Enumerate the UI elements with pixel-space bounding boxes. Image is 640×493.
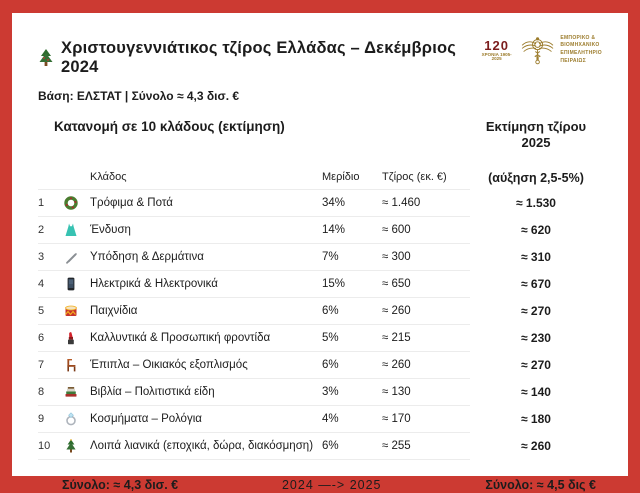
estimate-header-line1: Εκτίμηση τζίρου xyxy=(485,119,587,134)
estimate-header-line2: 2025 xyxy=(521,135,551,151)
logo-120-label: 120 xyxy=(484,37,509,53)
row-rank: 4 xyxy=(38,277,45,290)
row-share: 6% xyxy=(322,358,339,371)
christmas-tree-icon xyxy=(38,49,54,67)
row-estimate-2025: ≈ 260 xyxy=(521,439,551,453)
table-row xyxy=(38,190,602,217)
row-rank: 10 xyxy=(38,439,51,452)
sectors-table xyxy=(38,166,602,460)
row-share: 7% xyxy=(322,250,339,263)
chair-icon xyxy=(64,358,90,372)
row-rank: 5 xyxy=(38,304,45,317)
table-header-row xyxy=(38,166,602,190)
footer xyxy=(44,478,596,492)
col-sector: Κλάδος xyxy=(90,171,127,183)
total-2024: Σύνολο: ≈ 4,3 δισ. € xyxy=(62,477,179,492)
row-share: 6% xyxy=(322,304,339,317)
col-increase-note: (αύξηση 2,5-5%) xyxy=(488,170,584,185)
books-icon xyxy=(64,385,90,399)
row-estimate-2025: ≈ 180 xyxy=(521,412,551,426)
row-turnover: ≈ 1.460 xyxy=(382,196,421,209)
col-turnover: Τζίρος (εκ. €) xyxy=(382,171,447,183)
estimate-2025-header xyxy=(470,119,602,152)
shoe-icon xyxy=(64,250,90,264)
page-title: Χριστουγεννιάτικος τζίρος Ελλάδας – Δεκέμβριος 2024 xyxy=(61,39,457,76)
logo-org-line: ΕΜΠΟΡΙΚΟ & xyxy=(560,34,596,41)
row-turnover: ≈ 300 xyxy=(382,250,411,263)
row-turnover: ≈ 600 xyxy=(382,223,411,236)
row-share: 6% xyxy=(322,439,339,452)
row-sector-label: Λοιπά λιανικά (εποχικά, δώρα, διακόσμηση) xyxy=(90,439,314,452)
table-row xyxy=(38,325,602,352)
slide-card xyxy=(12,13,628,492)
wreath-icon xyxy=(64,196,90,210)
table-body xyxy=(38,190,602,460)
logo-org-line: ΒΙΟΜΗΧΑΝΙΚΟ xyxy=(560,42,600,49)
row-sector-label: Ηλεκτρικά & Ηλεκτρονικά xyxy=(90,277,218,290)
caduceus-emblem-icon xyxy=(519,33,556,67)
total-2025: Σύνολο: ≈ 4,5 δις € xyxy=(485,477,596,492)
row-turnover: ≈ 170 xyxy=(382,412,411,425)
ring-icon xyxy=(64,412,90,426)
row-estimate-2025: ≈ 1.530 xyxy=(516,196,556,210)
row-rank: 8 xyxy=(38,385,45,398)
row-estimate-2025: ≈ 140 xyxy=(521,385,551,399)
year-transition: 2024 —-> 2025 xyxy=(281,477,382,492)
row-sector-label: Έπιπλα – Οικιακός εξοπλισμός xyxy=(90,358,248,371)
phone-icon xyxy=(64,277,90,291)
row-turnover: ≈ 260 xyxy=(382,304,411,317)
table-row xyxy=(38,271,602,298)
row-sector-label: Υπόδηση & Δερμάτινα xyxy=(90,250,204,263)
row-rank: 9 xyxy=(38,412,45,425)
row-sector-label: Παιχνίδια xyxy=(90,304,138,317)
table-row xyxy=(38,217,602,244)
row-turnover: ≈ 130 xyxy=(382,385,411,398)
tree-icon xyxy=(64,439,90,453)
row-turnover: ≈ 260 xyxy=(382,358,411,371)
table-row xyxy=(38,352,602,379)
row-rank: 7 xyxy=(38,358,45,371)
row-turnover: ≈ 255 xyxy=(382,439,411,452)
row-estimate-2025: ≈ 270 xyxy=(521,358,551,372)
row-share: 3% xyxy=(322,385,339,398)
table-row xyxy=(38,298,602,325)
table-row xyxy=(38,406,602,433)
row-estimate-2025: ≈ 670 xyxy=(521,277,551,291)
row-turnover: ≈ 215 xyxy=(382,331,411,344)
row-sector-label: Βιβλία – Πολιτιστικά είδη xyxy=(90,385,215,398)
row-share: 5% xyxy=(322,331,339,344)
source-subtitle: Βάση: ΕΛΣΤΑΤ | Σύνολο ≈ 4,3 δισ. € xyxy=(38,89,240,103)
col-share: Μερίδιο xyxy=(322,171,360,183)
row-share: 14% xyxy=(322,223,346,236)
header xyxy=(38,29,602,77)
row-rank: 6 xyxy=(38,331,45,344)
row-share: 34% xyxy=(322,196,346,209)
logo-years-caption: ΧΡΟΝΙΑ 1905-2025 xyxy=(481,51,512,61)
row-rank: 2 xyxy=(38,223,45,236)
table-row xyxy=(38,433,602,460)
table-row xyxy=(38,244,602,271)
logo-org-line: ΕΠΙΜΕΛΗΤΗΡΙΟ xyxy=(560,50,602,56)
logo-org-line: ΠΕΙΡΑΙΩΣ xyxy=(560,57,587,64)
table-row xyxy=(38,379,602,406)
logo-years xyxy=(478,39,515,62)
row-sector-label: Κοσμήματα – Ρολόγια xyxy=(90,412,202,425)
row-sector-label: Ένδυση xyxy=(90,223,131,236)
section-heading: Κατανομή σε 10 κλάδους (εκτίμηση) xyxy=(54,119,285,134)
section-row xyxy=(38,119,602,152)
row-estimate-2025: ≈ 230 xyxy=(521,331,551,345)
lipstick-icon xyxy=(64,331,90,345)
row-estimate-2025: ≈ 620 xyxy=(521,223,551,237)
row-turnover: ≈ 650 xyxy=(382,277,411,290)
row-estimate-2025: ≈ 270 xyxy=(521,304,551,318)
row-rank: 1 xyxy=(38,196,45,209)
row-share: 15% xyxy=(322,277,346,290)
row-share: 4% xyxy=(322,412,339,425)
row-rank: 3 xyxy=(38,250,45,263)
row-sector-label: Τρόφιμα & Ποτά xyxy=(90,196,173,209)
title-wrap xyxy=(38,39,478,77)
chamber-logo xyxy=(478,33,602,67)
row-estimate-2025: ≈ 310 xyxy=(521,250,551,264)
logo-org-name xyxy=(560,35,602,66)
row-sector-label: Καλλυντικά & Προσωπική φροντίδα xyxy=(90,331,271,344)
dress-icon xyxy=(64,223,90,237)
drum-icon xyxy=(64,304,90,318)
